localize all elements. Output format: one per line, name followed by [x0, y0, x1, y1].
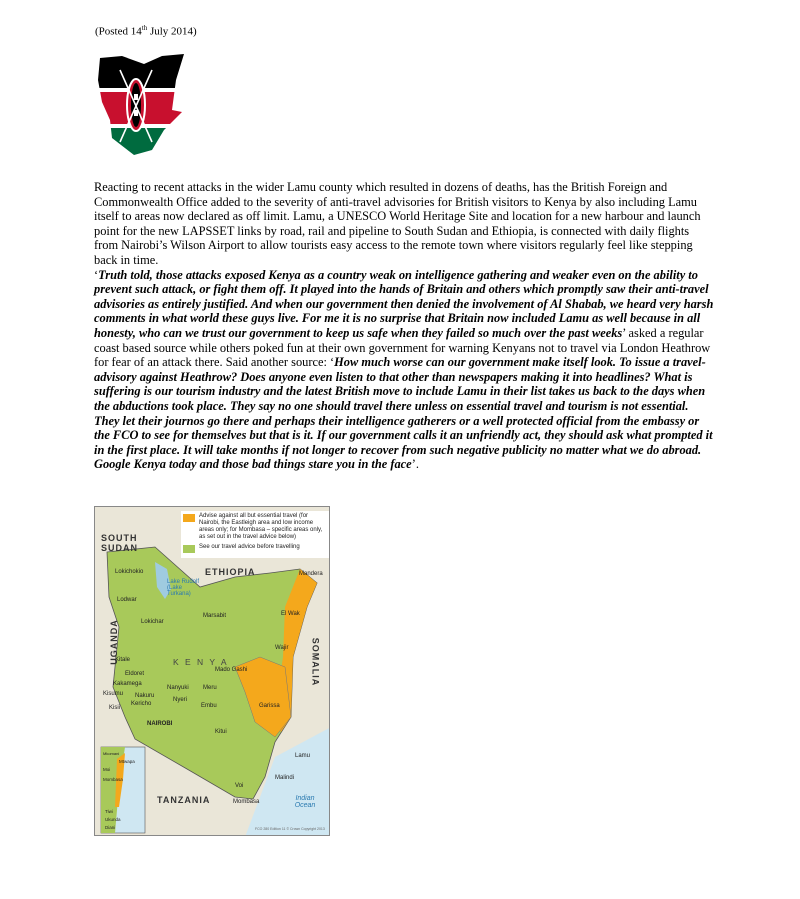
article-body [94, 180, 714, 472]
closing-mark: ’. [411, 457, 419, 472]
town-kericho: Kericho [131, 701, 152, 707]
town-mombasa: Mombasa [233, 799, 260, 805]
town-garissa: Garissa [259, 703, 280, 709]
town-malindi: Malindi [275, 775, 295, 781]
town-voi: Voi [235, 783, 244, 789]
town-lokichar: Lokichar [141, 619, 164, 625]
label-lake: Lake Rudolf (Lake Turkana) [167, 579, 200, 597]
town-lokichokio: Lokichokio [115, 569, 144, 575]
label-indian-ocean: Indian Ocean [294, 795, 316, 809]
travel-advice-map [94, 506, 330, 836]
label-ethiopia: ETHIOPIA [205, 567, 256, 577]
inset-mtwapa: Mtwapa [119, 759, 135, 764]
legend-green-swatch [183, 545, 195, 553]
inset-mombasa: Mombasa [103, 777, 123, 782]
town-meru: Meru [203, 685, 217, 691]
town-kakamega: Kakamega [113, 681, 142, 687]
paragraph-intro: Reacting to recent attacks in the wider Lamu county which resulted in dozens of deaths, has the British Foreign and Commonwealth Office added to the severity of anti-travel advisories for British visitors to Kenya by also including Lamu itself to areas now declared as off limit. Lamu, a UNESCO World Heritage Site and location for a new harbour and launch point for the new LAPSSET links by road, rail and pipeline to South Sudan and Ethiopia, is connected with daily flights from Nairobi’s Wilson Airport to allow tourists easy access to the remote town where visitors regularly feel like stepping back in time. [94, 180, 701, 267]
town-kisii: Kisii [109, 705, 121, 711]
town-wajir: Wajir [275, 645, 289, 651]
town-nanyuki: Nanyuki [167, 685, 189, 691]
town-mandera: Mandera [299, 571, 323, 577]
town-kitale: Kitale [115, 657, 131, 663]
town-embu: Embu [201, 703, 217, 709]
legend-orange-swatch [183, 514, 195, 522]
quote-second: How much worse can our government make itself look. To issue a travel-advisory against Heathrow? Does anyone even listen to that other than newspapers making it into headlines? What is suffering is our tourism industry and the latest British move to include Lamu in their list takes us back to the days when the abductions took place. They say no one should travel there unless on essential travel and tourism is not essential. They let their journos go there and perhaps their intelligence gatherers or a well protected official from the embassy or the FCO to see for themselves but that is it. If our government calls it an unfriendly act, they should ask what prompted it in the first place. It will take months if not longer to recover from such negative publicity no matter what we do abroad. Google Kenya today and those bad things stare you in the face [94, 355, 713, 472]
paragraph-quotes: ‘Truth told, those attacks exposed Kenya as a country weak on intelligence gathering and weaker even on the ability to prevent such attack, or fight them off. It played into the hands of Britain and others which promptly saw their anti-travel advisories as entirely justified. And when our government then denied the involvement of Al Shabab, we heard very harsh comments in what world these guys live. For me it is no surprise that Britain now included Lamu as well because in all honesty, who can we trust our government to keep us safe when they failed so much over the past weeks’ asked a regular coast based source while others poked fun at their own government for warning Kenyans not to travel via London Heathrow for fear of an attack there. Said another source: ‘How much worse can our government make itself look. To issue a travel-advisory against Heathrow? Does anyone even listen to that other than newspapers making it into headlines? What is suffering is our tourism industry and the latest British move to include Lamu in their list takes us back to the days when the abductions took place. They say no one should travel there unless on essential travel and tourism is not essential. They let their journos go there and perhaps their intelligence gatherers or a well protected official from the embassy or the FCO to see for themselves but that is it. If our government calls it an unfriendly act, they should ask what prompted it in the first place. It will take months if not longer to recover from such negative publicity no matter what we do abroad. Google Kenya today and those bad things stare you in the face’. [94, 267, 714, 472]
map-copyright: FCO 280 Edition 11 © Crown Copyright 2013 [255, 827, 325, 831]
town-kitui: Kitui [215, 729, 227, 735]
town-nyeri: Nyeri [173, 697, 188, 703]
inset-moi: Moi [103, 767, 111, 772]
posted-date: (Posted 14th July 2014) [95, 24, 197, 38]
connector-text: ’ asked a regular coast based source while others poked fun at their own government for warning Kenyans not to travel via London Heathrow for fear of an attack there. Said another source: ‘ [94, 325, 711, 370]
label-south-sudan: SOUTH SUDAN [101, 533, 139, 553]
inset-diani: Diani [105, 825, 116, 830]
label-tanzania: TANZANIA [157, 795, 211, 805]
town-marsabit: Marsabit [203, 613, 227, 619]
kenya-flag-map [92, 50, 192, 160]
label-somalia: SOMALIA [310, 637, 321, 687]
town-lamu: Lamu [295, 753, 311, 759]
quote-first: Truth told, those attacks exposed Kenya as a country weak on intelligence gathering and weaker even on the ability to prevent such attack, or fight them off. It played into the hands of Britain and others which promptly saw their anti-travel advisories as entirely justified. And when our government then denied the involvement of Al Shabab, we heard very harsh comments in what world these guys live. For me it is no surprise that Britain now included Lamu as well because in all honesty, who can we trust our government to keep us safe when they failed so much over the past weeks [94, 267, 714, 340]
town-mado-gashi: Mado Gashi [215, 667, 248, 673]
map-legend [181, 511, 329, 558]
town-eldoret: Eldoret [125, 671, 145, 677]
inset-tiwi: Tiwi [105, 809, 113, 814]
label-kenya: K E N Y A [173, 657, 229, 667]
inset-mkomani: Mkomani [103, 751, 120, 756]
label-nairobi: NAIROBI [147, 721, 173, 727]
inset-ukunda: Ukunda [105, 817, 121, 822]
legend-orange-label: Advise against all but essential travel (for Nairobi, the Eastleigh area and low income areas only; for Mombasa – specific areas only, as set out in the travel advice below) [199, 513, 323, 540]
town-kisumu: Kisumu [103, 691, 124, 697]
legend-green-label: See our travel advice before travelling [199, 544, 300, 550]
label-uganda: UGANDA [108, 619, 119, 665]
town-lodwar: Lodwar [117, 597, 137, 603]
town-nakuru: Nakuru [135, 693, 155, 699]
town-el-wak: El Wak [281, 611, 300, 617]
